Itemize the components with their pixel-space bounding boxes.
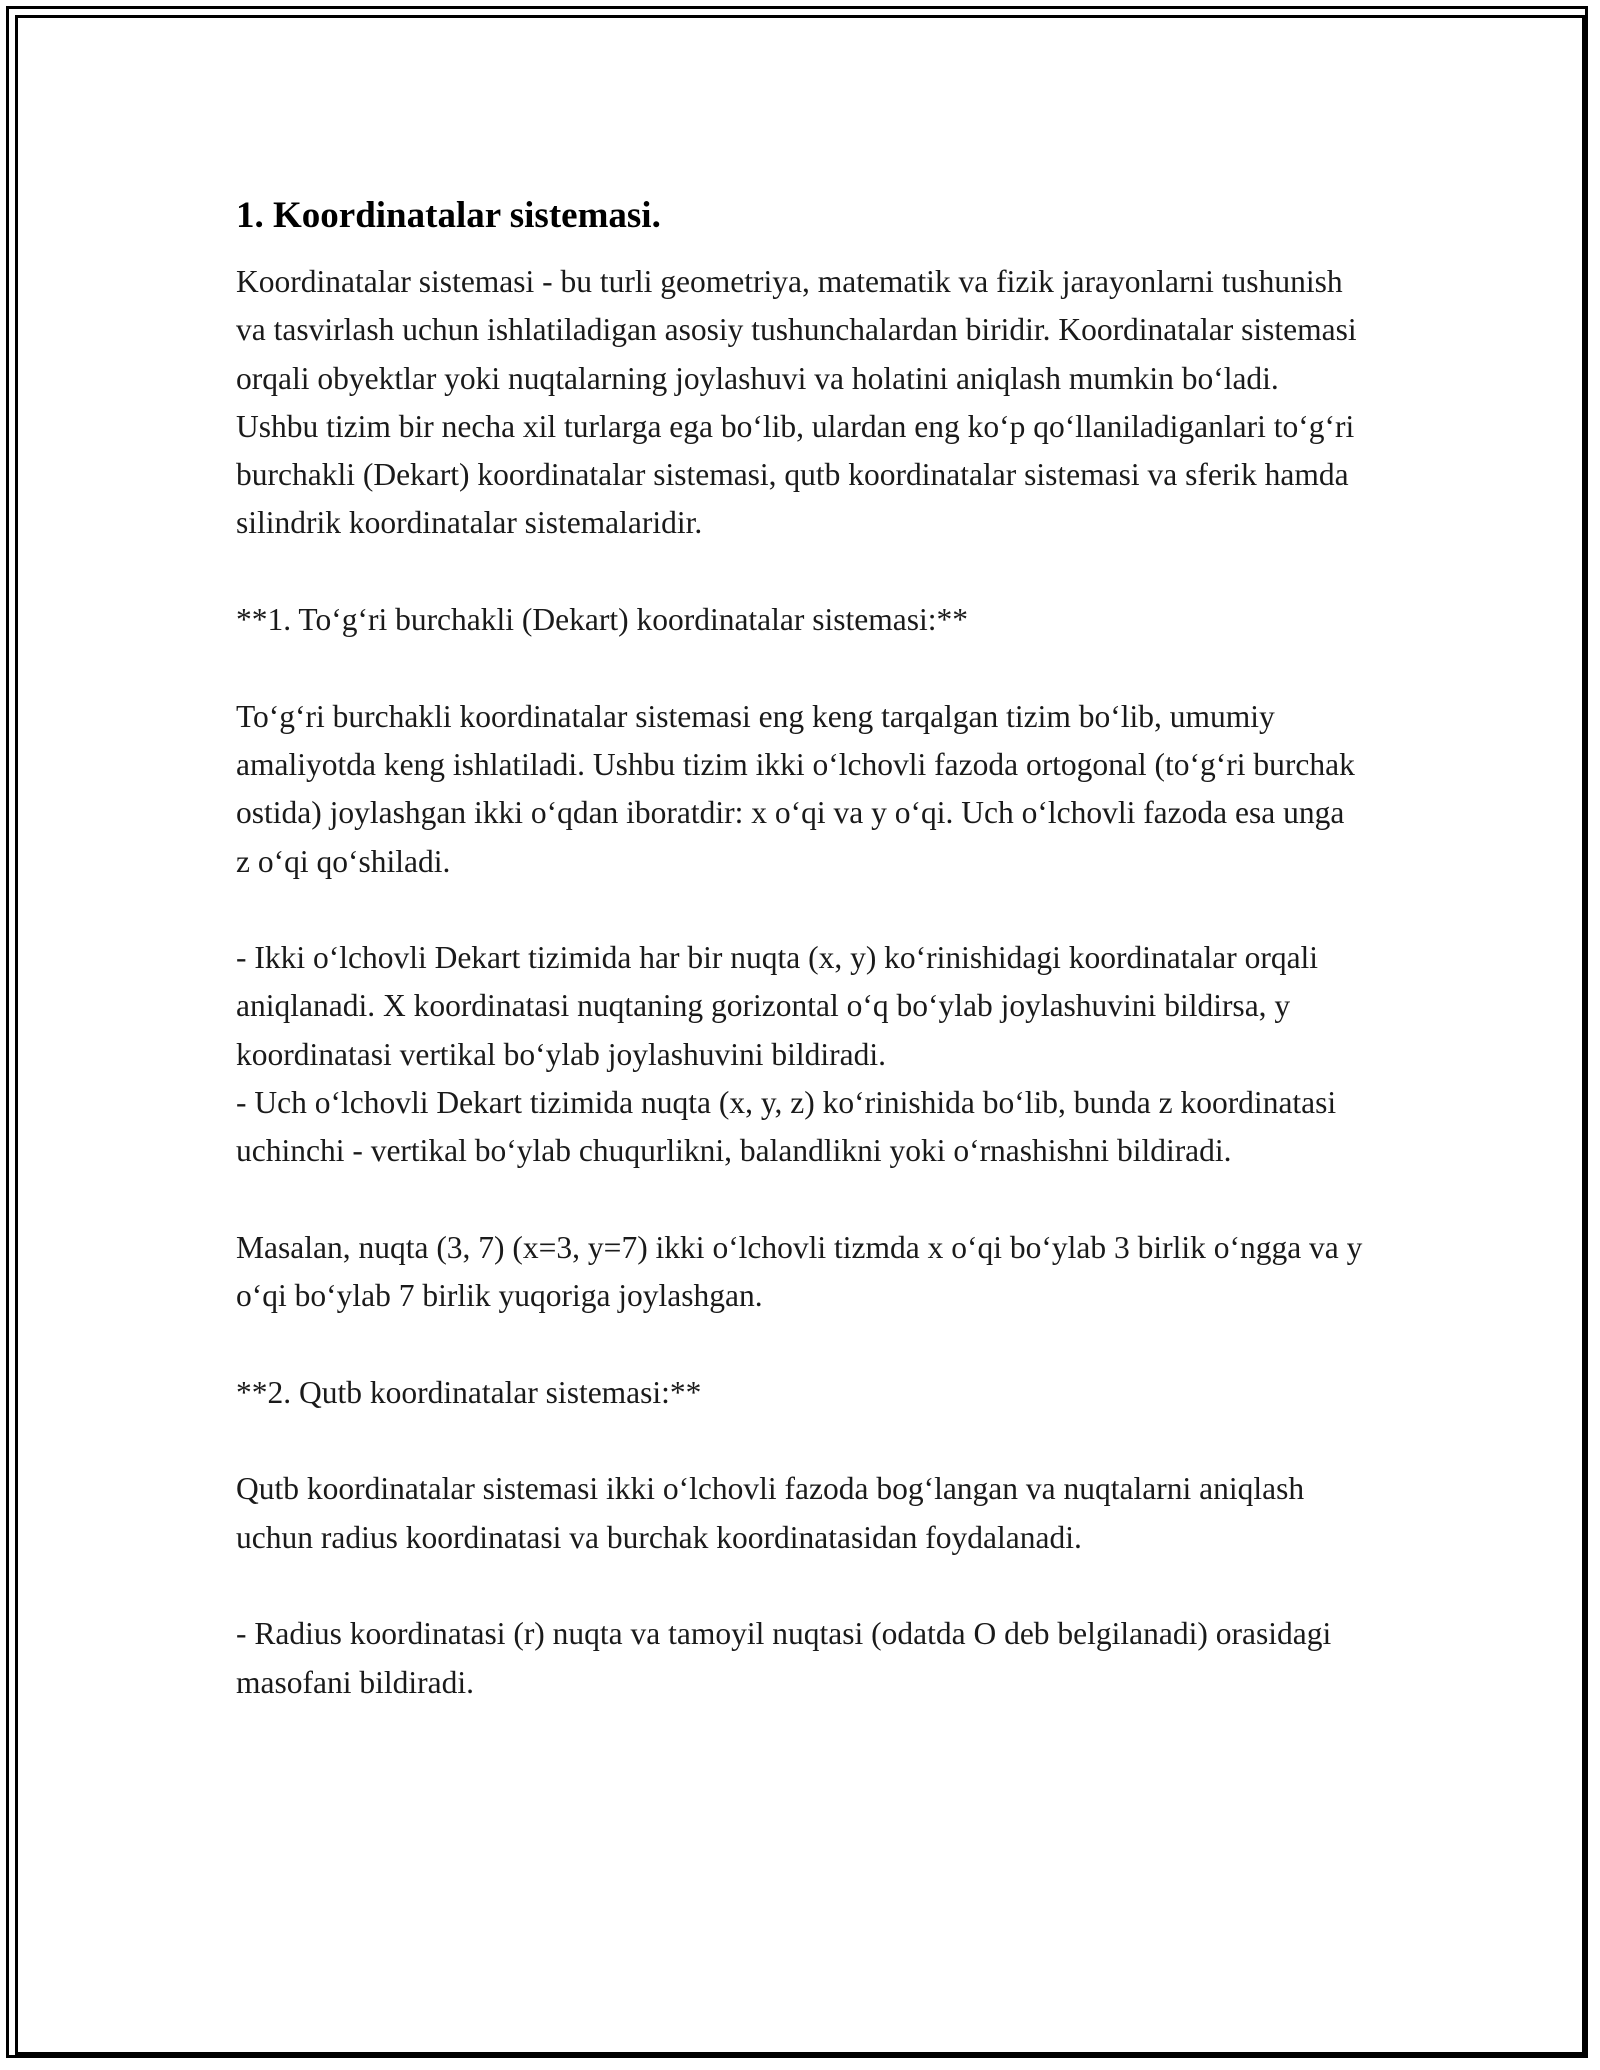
subheading-polar: **2. Qutb koordinatalar sistemasi:** bbox=[236, 1374, 702, 1410]
list-item-2d: - Ikki o‘lchovli Dekart tizimida har bir nuqta (x, y) ko‘rinishidagi koordinatalar orqali aniqlanadi. X koordinatasi nuqtaning gorizontal o‘q bo‘ylab joylashuvini bildirsa, y koordinatasi vertikal bo‘ylab joylashuvini bildiradi. bbox=[236, 940, 1319, 1072]
cartesian-paragraph: To‘g‘ri burchakli koordinatalar sistemasi eng keng tarqalgan tizim bo‘lib, umumiy amaliyotda keng ishlatiladi. Ushbu tizim ikki o‘lchovli fazoda ortogonal (to‘g‘ri burchak ostida) joylashgan ikki o‘qdan iboratdir: x o‘qi va y o‘qi. Uch o‘lchovli fazoda esa unga z o‘qi qo‘shiladi. bbox=[236, 698, 1355, 879]
example-paragraph: Masalan, nuqta (3, 7) (x=3, y=7) ikki o‘lchovli tizmda x o‘qi bo‘ylab 3 birlik o‘ngga va y o‘qi bo‘ylab 7 birlik yuqoriga joylashgan. bbox=[236, 1229, 1363, 1314]
section-heading: 1. Koordinatalar sistemasi. bbox=[236, 195, 661, 236]
list-item-radius: - Radius koordinatasi (r) nuqta va tamoyil nuqtasi (odatda O deb belgilanadi) orasidagi masofani bildiradi. bbox=[236, 1616, 1332, 1700]
polar-paragraph: Qutb koordinatalar sistemasi ikki o‘lchovli fazoda bog‘langan va nuqtalarni aniqlash uchun radius koordinatasi va burchak koordinatasidan foydalanadi. bbox=[236, 1471, 1305, 1555]
intro-paragraph: Koordinatalar sistemasi - bu turli geometriya, matematik va fizik jarayonlarni tushunish va tasvirlash uchun ishlatiladigan asosiy tushunchalardan biridir. Koordinatalar sistemasi orqali obyektlar yoki nuqtalarning joylashuvi va holatini aniqlash mumkin bo‘ladi. Ushbu tizim bir necha xil turlarga ega bo‘lib, ulardan eng ko‘p qo‘llaniladiganlari to‘g‘ri burchakli (Dekart) koordinatalar sistemasi, qutb koordinatalar sistemasi va sferik hamda silindrik koordinatalar sistemalaridir. bbox=[236, 264, 1357, 541]
document-body bbox=[236, 180, 1366, 1755]
subheading-cartesian: **1. To‘g‘ri burchakli (Dekart) koordinatalar sistemasi:** bbox=[236, 602, 969, 638]
list-item-3d: - Uch o‘lchovli Dekart tizimida nuqta (x, y, z) ko‘rinishida bo‘lib, bunda z koordinatasi uchinchi - vertikal bo‘ylab chuqurlikni, balandlikni yoki o‘rnashishni bildiradi. bbox=[236, 1085, 1337, 1169]
